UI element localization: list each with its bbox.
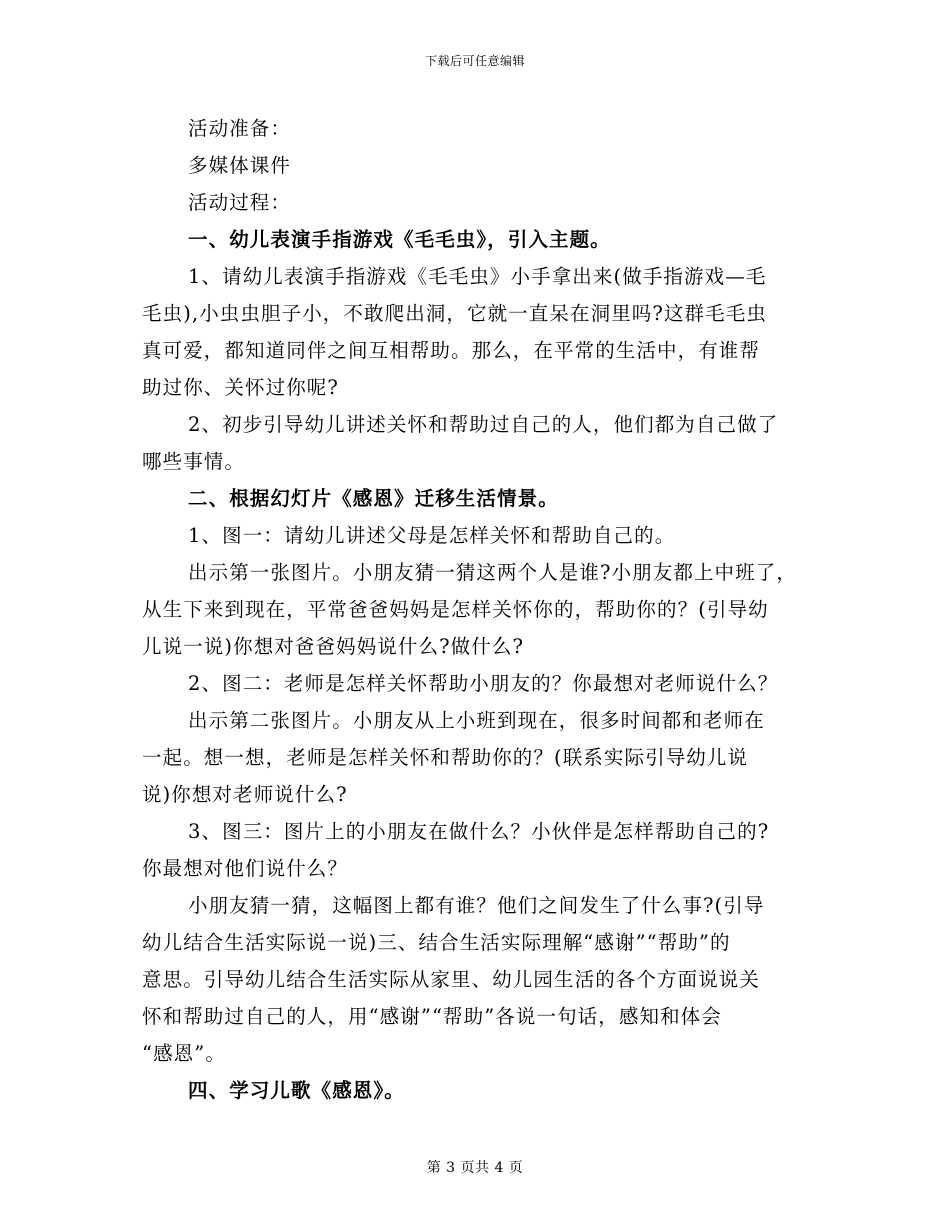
paragraph (142, 887, 822, 1072)
text-line: 意思。引导幼儿结合生活实际从家里、幼儿园生活的各个方面说说关 (142, 968, 761, 991)
document-body (142, 110, 822, 1109)
text-line: 从生下来到现在，平常爸爸妈妈是怎样关怀你的，帮助你的？(引导幼 (142, 598, 769, 621)
text-line: 2、初步引导幼儿讲述关怀和帮助过自己的人，他们都为自己做了 (188, 413, 779, 436)
paragraph (142, 554, 822, 665)
text-line: 小朋友猜一猜，这幅图上都有谁？他们之间发生了什么事?(引导 (188, 894, 765, 917)
text-line: 活动准备： (188, 117, 292, 140)
paragraph (142, 702, 822, 813)
paragraph (142, 110, 822, 147)
text-line: 助过你、关怀过你呢? (142, 376, 339, 399)
page-number: 第 3 页共 4 页 (426, 1160, 524, 1176)
paragraph (142, 147, 822, 184)
paragraph (142, 517, 822, 554)
section-heading (142, 1072, 822, 1109)
text-line: 2、图二：老师是怎样关怀帮助小朋友的？你最想对老师说什么？ (188, 672, 779, 695)
text-line: 二、根据幻灯片《感恩》迁移生活情景。 (188, 487, 559, 510)
text-line: 1、图一：请幼儿讲述父母是怎样关怀和帮助自己的。 (188, 524, 676, 547)
page-header: 下载后可任意编辑 (424, 54, 525, 68)
section-heading (142, 480, 822, 517)
text-line: 四、学习儿歌《感恩》。 (188, 1079, 405, 1102)
text-line: 你最想对他们说什么？ (142, 857, 349, 880)
text-line: 1、请幼儿表演手指游戏《毛毛虫》小手拿出来(做手指游戏—毛 (188, 265, 767, 288)
text-line: 说)你想对老师说什么? (142, 783, 348, 806)
text-line: “感恩”。 (142, 1042, 226, 1065)
section-heading (142, 221, 822, 258)
text-line: 儿说一说)你想对爸爸妈妈说什么?做什么? (142, 635, 525, 658)
text-line: 3、图三：图片上的小朋友在做什么？小伙伴是怎样帮助自己的? (188, 820, 770, 843)
paragraph (142, 258, 822, 406)
text-line: 一起。想一想，老师是怎样关怀和帮助你的？(联系实际引导幼儿说 (142, 746, 749, 769)
text-line: 真可爱，都知道同伴之间互相帮助。那么，在平常的生活中，有谁帮 (142, 339, 761, 362)
text-line: 出示第二张图片。小朋友从上小班到现在，很多时间都和老师在 (188, 709, 765, 732)
paragraph (142, 665, 822, 702)
text-line: 活动过程： (188, 191, 292, 214)
paragraph (142, 813, 822, 887)
text-line: 毛虫),小虫虫胆子小，不敢爬出洞，它就一直呆在洞里吗?这群毛毛虫 (142, 302, 767, 325)
paragraph (142, 184, 822, 221)
text-line: 哪些事情。 (142, 450, 246, 473)
text-line: 怀和帮助过自己的人，用“感谢”“帮助”各说一句话，感知和体会 (142, 1005, 722, 1028)
text-line: 一、幼儿表演手指游戏《毛毛虫》，引入主题。 (188, 228, 611, 251)
text-line: 多媒体课件 (188, 154, 292, 177)
paragraph (142, 406, 822, 480)
text-line: 幼儿结合生活实际说一说)三、结合生活实际理解“感谢”“帮助”的 (142, 931, 731, 954)
text-line: 出示第一张图片。小朋友猜一猜这两个人是谁?小朋友都上中班了， (188, 561, 797, 584)
